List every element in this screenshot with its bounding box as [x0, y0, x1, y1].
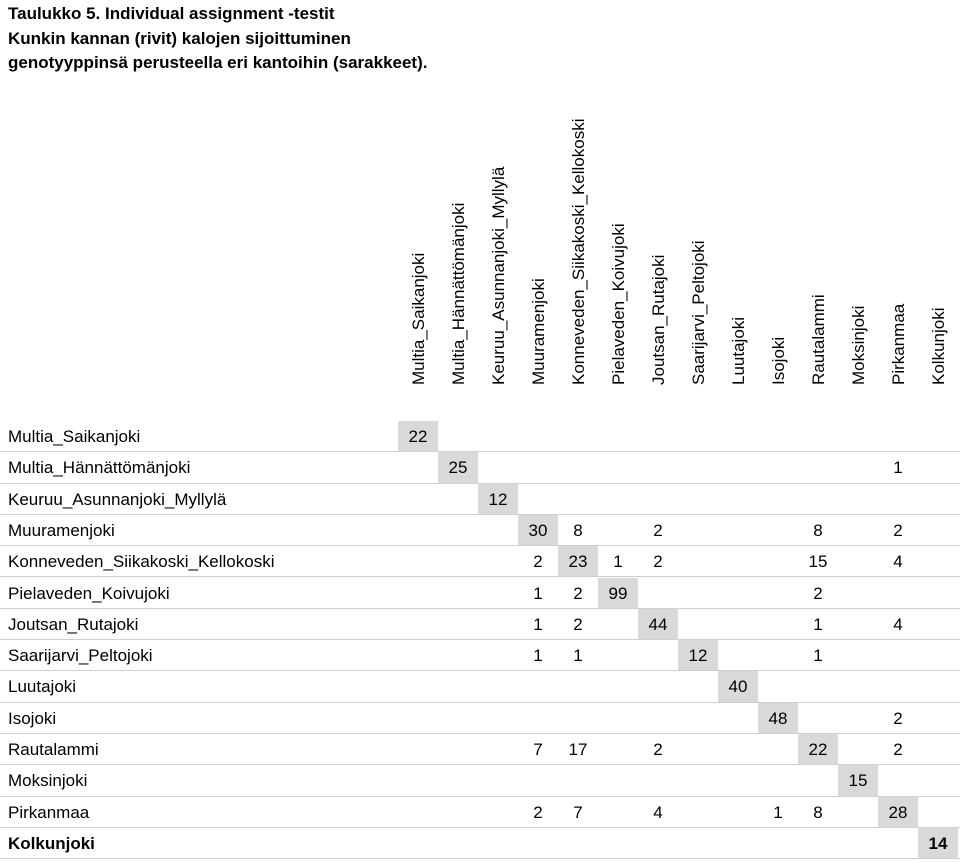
column-header — [718, 0, 758, 405]
column-header-label: Multia_Saikanjoki — [409, 252, 428, 385]
row-label: Muuramenjoki — [8, 520, 115, 540]
column-header — [638, 0, 678, 405]
table-cell — [638, 452, 678, 482]
table-cell — [878, 484, 918, 514]
row-label: Moksinjoki — [8, 771, 88, 791]
diagonal-cell: 14 — [918, 828, 958, 858]
table-cell — [598, 797, 638, 827]
table-cell — [438, 609, 478, 639]
table-cell — [398, 578, 438, 608]
diagonal-cell: 25 — [438, 452, 478, 482]
table-cell — [838, 578, 878, 608]
table-cell — [678, 546, 718, 576]
table-cell — [558, 828, 598, 858]
table-cell: 2 — [533, 802, 543, 822]
table-cell — [478, 578, 518, 608]
table-cell — [558, 765, 598, 795]
table-cell — [478, 515, 518, 545]
row-label: Multia_Saikanjoki — [8, 427, 141, 446]
table-cell — [638, 421, 678, 451]
table-cell — [398, 703, 438, 733]
table-cell — [758, 546, 798, 576]
row-label: Multia_Hännättömänjoki — [8, 458, 191, 478]
table-cell: 8 — [573, 520, 583, 540]
table-cell — [438, 484, 478, 514]
table-cell — [518, 484, 558, 514]
table-cell — [398, 546, 438, 576]
table-row — [0, 671, 960, 702]
table-cell: 2 — [653, 740, 663, 759]
table-cell — [678, 421, 718, 451]
table-cell — [918, 578, 958, 608]
table-cell — [638, 671, 678, 701]
column-header — [478, 0, 518, 405]
table-cell — [478, 765, 518, 795]
table-cell — [678, 765, 718, 795]
table-cell — [718, 578, 758, 608]
table-cell — [838, 640, 878, 670]
row-label: Luutajoki — [8, 677, 77, 697]
diagonal-cell: 44 — [638, 609, 678, 639]
table-cell — [878, 828, 918, 858]
table-cell — [478, 734, 518, 764]
column-header — [918, 0, 958, 405]
diagonal-cell: 22 — [398, 421, 438, 451]
table-cell — [838, 515, 878, 545]
table-cell — [438, 828, 478, 858]
table-row — [0, 640, 960, 671]
table-cell — [478, 421, 518, 451]
column-header — [598, 0, 638, 405]
table-cell: 1 — [573, 646, 583, 666]
table-cell: 2 — [893, 520, 903, 540]
column-header — [518, 0, 558, 405]
table-cell: 2 — [893, 708, 903, 728]
table-cell: 15 — [808, 552, 828, 572]
table-cell — [918, 765, 958, 795]
table-cell — [398, 484, 438, 514]
table-cell — [838, 484, 878, 514]
table-row — [0, 734, 960, 765]
table-cell — [598, 640, 638, 670]
table-cell — [918, 640, 958, 670]
table-cell — [598, 421, 638, 451]
table-cell — [638, 828, 678, 858]
table-cell — [718, 484, 758, 514]
table-cell — [878, 671, 918, 701]
table-cell — [918, 734, 958, 764]
table-cell — [838, 452, 878, 482]
table-cell — [558, 452, 598, 482]
table-cell: 1 — [813, 614, 823, 634]
table-cell — [518, 452, 558, 482]
table-cell — [758, 734, 798, 764]
diagonal-cell: 40 — [718, 671, 758, 701]
table-cell: 8 — [813, 802, 823, 822]
table-cell — [838, 609, 878, 639]
table-cell — [758, 609, 798, 639]
table-cell — [518, 828, 558, 858]
table-cell: 1 — [533, 583, 543, 603]
diagonal-cell: 12 — [478, 484, 518, 514]
table-row — [0, 515, 960, 546]
column-header-label: Moksinjoki — [849, 305, 868, 385]
table-cell — [518, 421, 558, 451]
column-header — [558, 0, 598, 405]
column-header-label: Muuramenjoki — [529, 278, 548, 385]
table-cell — [678, 515, 718, 545]
table-cell — [398, 515, 438, 545]
table-cell — [558, 703, 598, 733]
column-header — [838, 0, 878, 405]
row-label: Pirkanmaa — [8, 802, 90, 822]
table-cell — [718, 797, 758, 827]
table-cell: 7 — [573, 802, 583, 822]
column-headers — [0, 0, 960, 420]
table-row — [0, 452, 960, 483]
table-cell — [838, 734, 878, 764]
column-header — [398, 0, 438, 405]
column-header-label: Kolkunjoki — [929, 307, 948, 385]
row-label: Saarijarvi_Peltojoki — [8, 646, 153, 666]
diagonal-cell: 12 — [678, 640, 718, 670]
table-cell: 17 — [568, 740, 588, 759]
diagonal-cell: 30 — [518, 515, 558, 545]
table-cell — [678, 734, 718, 764]
table-cell — [438, 515, 478, 545]
table-row — [0, 484, 960, 515]
table-cell — [438, 797, 478, 827]
table-cell — [678, 703, 718, 733]
table-cell: 4 — [893, 552, 903, 572]
table-cell — [798, 484, 838, 514]
table-cell — [918, 703, 958, 733]
table-cell — [678, 828, 718, 858]
table-row — [0, 421, 960, 452]
table-cell — [718, 609, 758, 639]
table-cell — [438, 640, 478, 670]
table-cell: 4 — [893, 614, 903, 634]
table-cell — [798, 828, 838, 858]
table-cell — [678, 609, 718, 639]
table-cell — [478, 671, 518, 701]
table-cell — [758, 421, 798, 451]
table-cell — [838, 546, 878, 576]
table-cell: 1 — [813, 646, 823, 666]
column-header-label: Isojoki — [769, 336, 788, 385]
table-cell — [918, 515, 958, 545]
table-cell — [758, 515, 798, 545]
diagonal-cell: 28 — [878, 797, 918, 827]
table-cell — [918, 797, 958, 827]
table-cell — [398, 797, 438, 827]
table-cell — [758, 765, 798, 795]
table-cell — [758, 452, 798, 482]
table-cell — [878, 765, 918, 795]
row-label: Rautalammi — [8, 740, 99, 759]
table-cell — [598, 765, 638, 795]
table-cell — [638, 578, 678, 608]
diagonal-cell: 48 — [758, 703, 798, 733]
title-line-3: genotyyppinsä perusteella eri kantoihin (sarakkeet). — [8, 53, 428, 72]
table-cell: 2 — [533, 552, 543, 572]
table-cell — [678, 797, 718, 827]
table-cell — [518, 671, 558, 701]
table-cell — [718, 765, 758, 795]
table-cell — [518, 703, 558, 733]
table-row — [0, 828, 960, 859]
column-header — [878, 0, 918, 405]
table-cell — [478, 703, 518, 733]
table-cell — [478, 828, 518, 858]
table-row — [0, 546, 960, 577]
table-cell — [478, 797, 518, 827]
table-cell — [478, 640, 518, 670]
column-header — [758, 0, 798, 405]
table-cell — [398, 452, 438, 482]
table-cell — [838, 828, 878, 858]
table-cell — [758, 640, 798, 670]
row-label: Isojoki — [8, 708, 57, 728]
column-header-label: Konneveden_Siikakoski_Kellokoski — [569, 118, 588, 385]
table-cell — [758, 484, 798, 514]
column-header-label: Luutajoki — [729, 316, 748, 385]
table-cell — [438, 671, 478, 701]
table-cell — [438, 703, 478, 733]
table-cell: 2 — [813, 583, 823, 603]
table-cell — [718, 734, 758, 764]
table-cell — [798, 703, 838, 733]
table-cell — [798, 765, 838, 795]
table-cell — [598, 452, 638, 482]
table-cell — [638, 703, 678, 733]
row-label: Joutsan_Rutajoki — [8, 614, 139, 634]
table-cell — [718, 640, 758, 670]
table-cell — [598, 828, 638, 858]
table-cell — [558, 484, 598, 514]
table-cell — [398, 765, 438, 795]
row-label: Konneveden_Siikakoski_Kellokoski — [8, 552, 275, 572]
table-cell — [478, 546, 518, 576]
table-cell — [438, 421, 478, 451]
column-header-label: Pirkanmaa — [889, 303, 908, 385]
table-cell — [878, 421, 918, 451]
table-cell — [718, 421, 758, 451]
table-cell — [718, 546, 758, 576]
table-cell: 7 — [533, 740, 543, 759]
table-row — [0, 765, 960, 796]
row-label: Kolkunjoki — [8, 833, 95, 853]
table-cell — [918, 421, 958, 451]
table-cell — [478, 609, 518, 639]
column-header-label: Keuruu_Asunnanjoki_Myllylä — [489, 166, 508, 385]
table-row — [0, 703, 960, 734]
table-cell — [598, 609, 638, 639]
table-cell — [598, 671, 638, 701]
table-cell: 1 — [893, 458, 903, 478]
table-cell: 1 — [533, 646, 543, 666]
table-cell — [758, 828, 798, 858]
table-cell — [518, 765, 558, 795]
table-cell — [918, 546, 958, 576]
table-cell — [558, 671, 598, 701]
column-header-label: Pielaveden_Koivujoki — [609, 223, 628, 385]
table-cell — [838, 671, 878, 701]
table-cell: 2 — [573, 583, 583, 603]
table-cell: 2 — [653, 552, 663, 572]
table-cell — [718, 828, 758, 858]
table-cell — [558, 421, 598, 451]
table-cell — [398, 828, 438, 858]
table-cell — [438, 546, 478, 576]
table-cell — [798, 421, 838, 451]
column-header — [798, 0, 838, 405]
table-cell — [398, 734, 438, 764]
column-header-label: Multia_Hännättömänjoki — [449, 202, 468, 385]
table-cell — [438, 765, 478, 795]
diagonal-cell: 15 — [838, 765, 878, 795]
table-row — [0, 609, 960, 640]
table-cell — [678, 484, 718, 514]
column-header — [678, 0, 718, 405]
table-cell — [878, 640, 918, 670]
title-line-2: Kunkin kannan (rivit) kalojen sijoittuminen — [8, 28, 351, 48]
column-header-label: Rautalammi — [809, 294, 828, 385]
table-cell — [478, 452, 518, 482]
title-line-1: Taulukko 5. Individual assignment -testit — [8, 4, 335, 23]
table-cell — [638, 640, 678, 670]
table-cell: 8 — [813, 520, 823, 540]
table-cell: 2 — [573, 614, 583, 634]
table-cell — [678, 452, 718, 482]
table-cell — [758, 578, 798, 608]
table-cell — [638, 765, 678, 795]
table-cell — [598, 484, 638, 514]
table-cell — [398, 609, 438, 639]
table-cell — [598, 703, 638, 733]
table-cell — [678, 671, 718, 701]
table-cell — [878, 578, 918, 608]
table-cell: 1 — [773, 802, 783, 822]
table-cell: 1 — [613, 552, 623, 572]
table-cell — [758, 671, 798, 701]
column-header — [438, 0, 478, 405]
table-row — [0, 797, 960, 828]
table-cell: 2 — [893, 740, 903, 759]
table-cell — [838, 421, 878, 451]
table-cell — [398, 640, 438, 670]
table-cell: 1 — [533, 614, 543, 634]
table-cell — [798, 671, 838, 701]
table-cell — [598, 734, 638, 764]
table-cell — [638, 484, 678, 514]
table-cell — [918, 671, 958, 701]
diagonal-cell: 99 — [598, 578, 638, 608]
table-cell — [838, 797, 878, 827]
column-header-label: Joutsan_Rutajoki — [649, 254, 668, 385]
table-cell: 4 — [653, 802, 663, 822]
table-cell: 2 — [653, 520, 663, 540]
diagonal-cell: 22 — [798, 734, 838, 764]
table-cell — [798, 452, 838, 482]
table-cell — [718, 515, 758, 545]
table-cell — [838, 703, 878, 733]
column-header-label: Saarijarvi_Peltojoki — [689, 240, 708, 385]
row-label: Pielaveden_Koivujoki — [8, 583, 170, 603]
table-cell — [438, 578, 478, 608]
table-cell — [678, 578, 718, 608]
table-cell — [918, 452, 958, 482]
table-cell — [438, 734, 478, 764]
table-cell — [598, 515, 638, 545]
table-cell — [918, 609, 958, 639]
table-cell — [918, 484, 958, 514]
table-cell — [398, 671, 438, 701]
table-row — [0, 578, 960, 609]
table-cell — [718, 703, 758, 733]
row-label: Keuruu_Asunnanjoki_Myllylä — [8, 489, 227, 509]
table-cell — [718, 452, 758, 482]
diagonal-cell: 23 — [558, 546, 598, 576]
